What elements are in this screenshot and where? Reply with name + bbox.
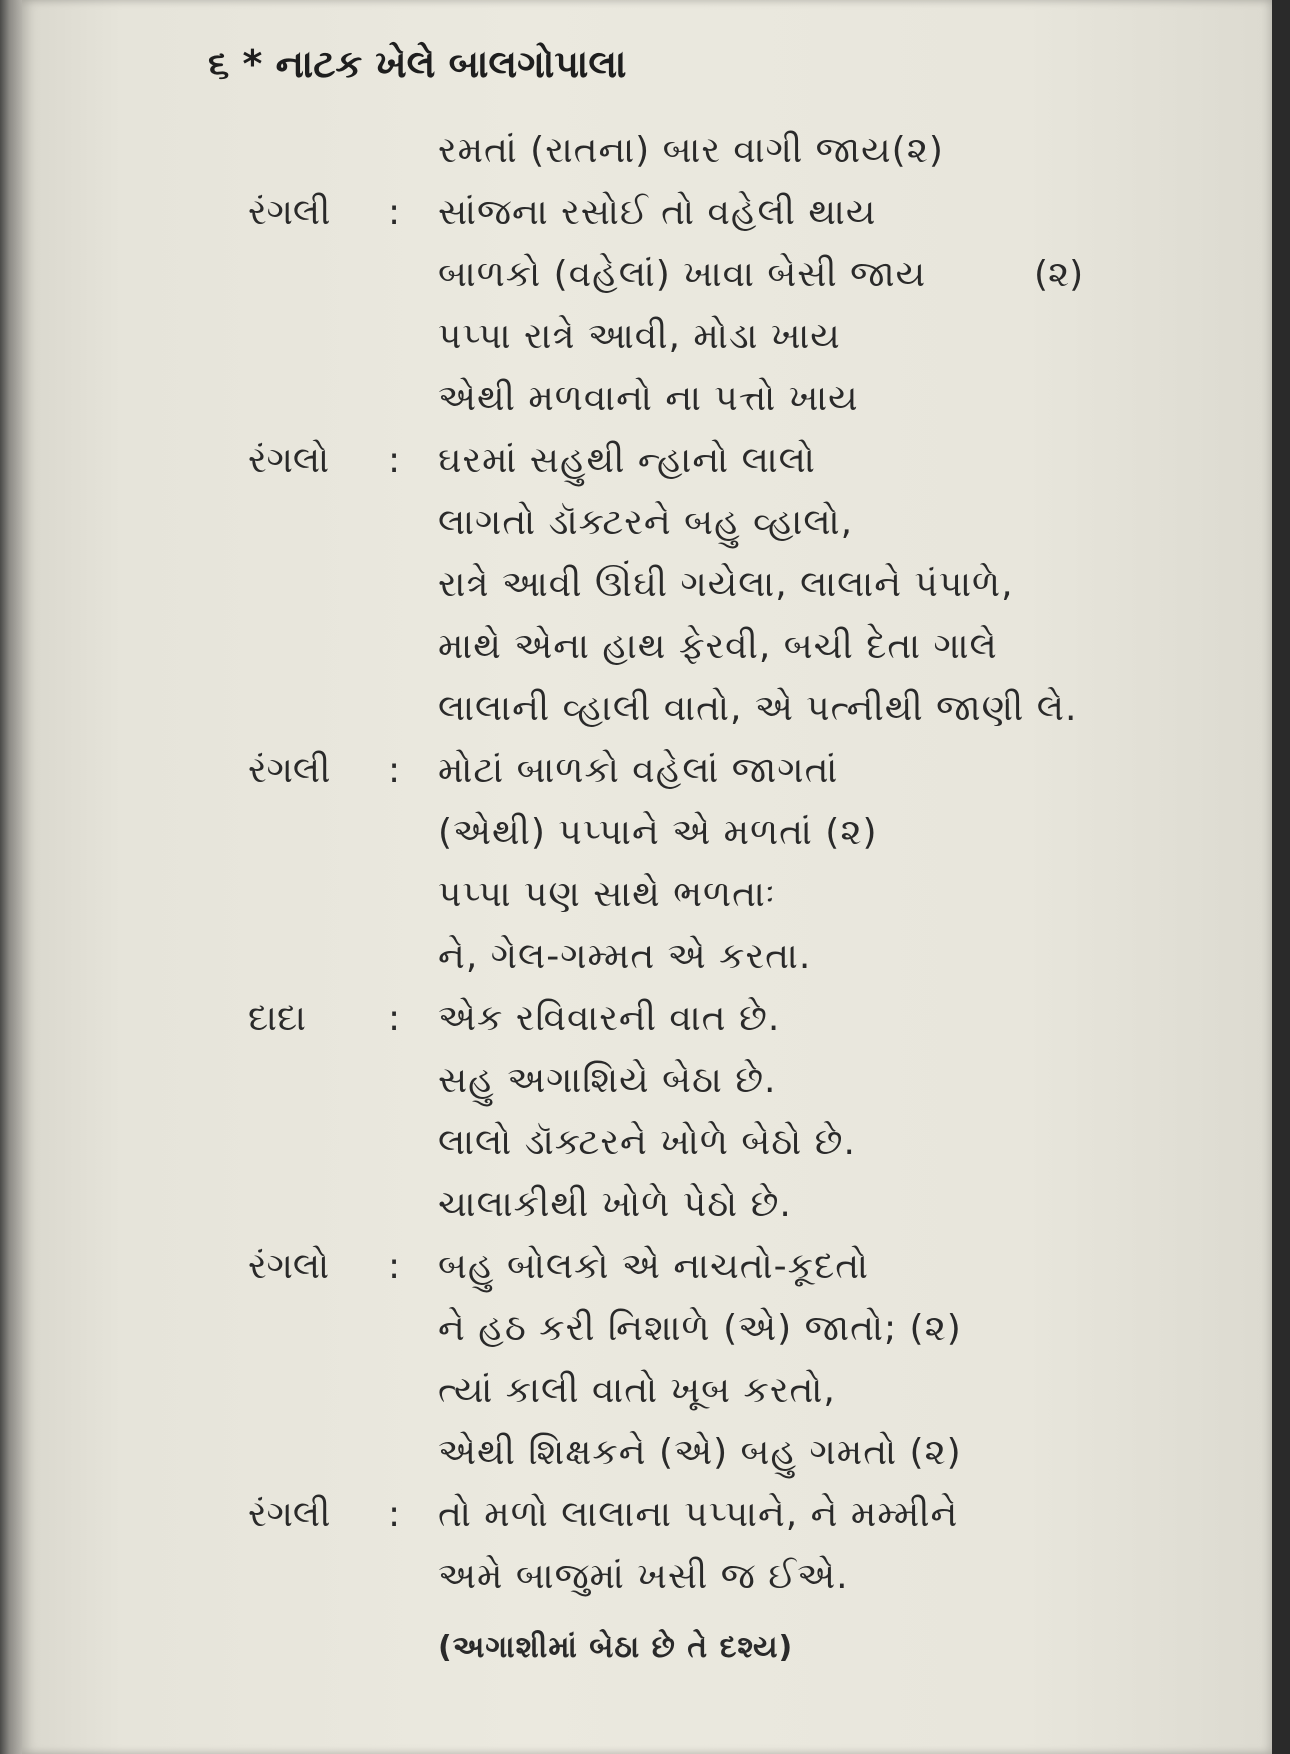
verse-text: રાત્રે આવી ઊંઘી ગયેલા, લાલાને પંપાળે, [438,564,1014,605]
verse-text: લાગતો ડૉક્ટરને બહુ વ્હાલો, [438,502,854,543]
verse-line [22,626,1272,678]
speaker-name: રંગલી [248,1494,331,1535]
book-page [22,0,1272,1754]
speaker-colon: : [388,1246,401,1287]
verse-line [22,378,1272,430]
verse-text: લાલાની વ્હાલી વાતો, એ પત્નીથી જાણી લે. [438,688,1078,729]
verse-text: એથી શિક્ષકને (એ) બહુ ગમતો (૨) [438,1432,962,1473]
verse-line [22,440,1272,492]
speaker-colon: : [388,1494,401,1535]
repeat-marker: (૨) [1034,254,1084,295]
verse-text: સહુ અગાશિયે બેઠા છે. [438,1060,777,1101]
verse-line [22,564,1272,616]
verse-text: ચાલાકીથી ખોળે પેઠો છે. [438,1184,792,1225]
verse-line [22,1494,1272,1546]
verse-line [22,1246,1272,1298]
verse-line [22,254,1272,306]
verse-text: બાળકો (વહેલાં) ખાવા બેસી જાય [438,254,927,295]
verse-text: પપ્પા રાત્રે આવી, મોડા ખાય [438,316,841,357]
speaker-colon: : [388,750,401,791]
verse-line [22,750,1272,802]
speaker-colon: : [388,440,401,481]
verse-text: ઘરમાં સહુથી ન્હાનો લાલો [438,440,816,481]
speaker-name: રંગલો [248,440,330,481]
speaker-name: રંગલો [248,1246,330,1287]
verse-text: ને હઠ કરી નિશાળે (એ) જાતો; (૨) [438,1308,962,1349]
verse-text: રમતાં (રાતના) બાર વાગી જાય(૨) [438,130,944,171]
stage-direction: (અગાશીમાં બેઠા છે તે દશ્ય) [438,1630,794,1665]
verse-text: માથે એના હાથ ફેરવી, બચી દેતા ગાલે [438,626,998,667]
verse-line [22,316,1272,368]
verse-line [22,130,1272,182]
verse-line [22,502,1272,554]
verse-line [22,998,1272,1050]
verse-text: એક રવિવારની વાત છે. [438,998,781,1039]
speaker-colon: : [388,998,401,1039]
book-spine [0,0,24,1754]
verse-line [22,1060,1272,1112]
verse-line [22,1308,1272,1360]
verse-line [22,874,1272,926]
verse-line [22,192,1272,244]
verse-text: તો મળો લાલાના પપ્પાને, ને મમ્મીને [438,1494,959,1535]
verse-text: ત્યાં કાલી વાતો ખૂબ કરતો, [438,1370,836,1411]
verse-line [22,1184,1272,1236]
verse-line [22,1432,1272,1484]
verse-text: મોટાં બાળકો વહેલાં જાગતાં [438,750,839,791]
speaker-name: રંગલી [248,192,331,233]
stage-direction-line [22,1630,1272,1682]
verse-text: પપ્પા પણ સાથે ભળતાઃ [438,874,777,915]
speaker-name: દાદા [248,998,306,1039]
verse-text: એથી મળવાનો ના પત્તો ખાય [438,378,859,419]
verse-text: સાંજના રસોઈ તો વહેલી થાય [438,192,877,233]
verse-text: (એથી) પપ્પાને એ મળતાં (૨) [438,812,878,853]
verse-line [22,688,1272,740]
verse-text: ને, ગેલ-ગમ્મત એ કરતા. [438,936,812,977]
verse-line [22,812,1272,864]
verse-line [22,936,1272,988]
verse-text: અમે બાજુમાં ખસી જ ઈએ. [438,1556,849,1597]
page-title: ૬ * નાટક ખેલે બાલગોપાલા [208,42,627,86]
speaker-colon: : [388,192,401,233]
speaker-name: રંગલી [248,750,331,791]
verse-line [22,1556,1272,1608]
verse-line [22,1122,1272,1174]
verse-line [22,1370,1272,1422]
verse-text: બહુ બોલકો એ નાચતો-કૂદતો [438,1246,870,1287]
verse-text: લાલો ડૉક્ટરને ખોળે બેઠો છે. [438,1122,856,1163]
